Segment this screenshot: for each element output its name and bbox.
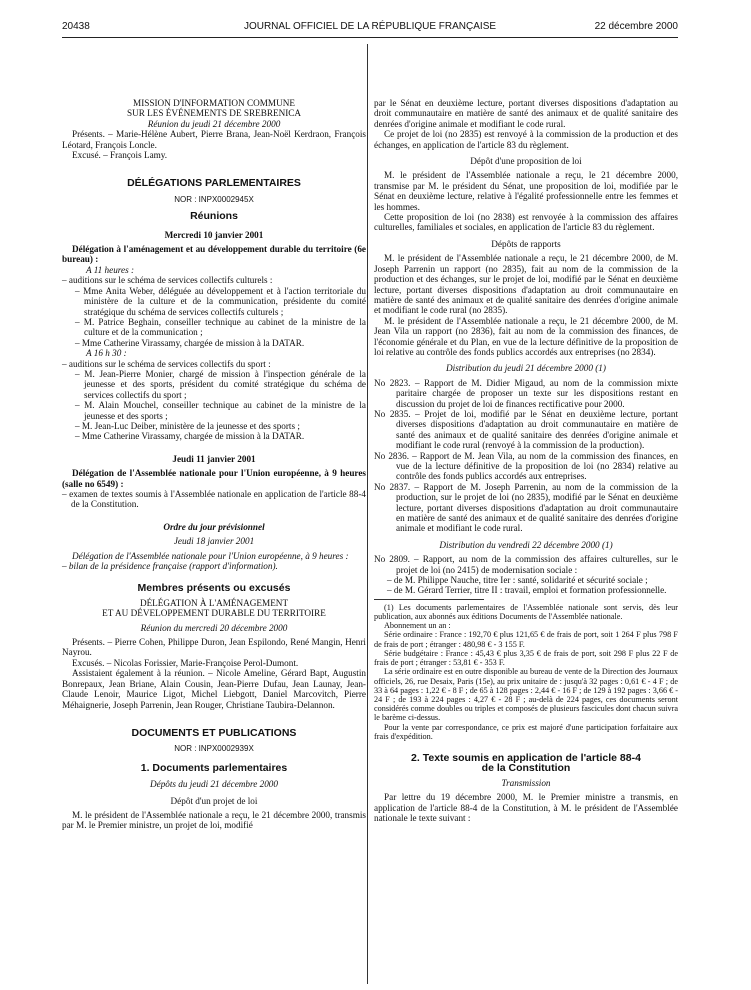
distribution-item: No 2837. – Rapport de M. Joseph Parrenin, au nom de la commission de la production, sur le projet de loi (no 2835), modifié par le Sénat en deuxième lecture, portant diverses dispositions d'adaptation au droit communautaire en matière de santé des animaux et de qualité sanitaire des denrées d'origine animale et modifiant le code rural. [374, 481, 678, 534]
page-number: 20438 [62, 21, 90, 32]
members-assistaient: Assistaient également à la réunion. – Nicole Ameline, Gérard Bapt, Augustin Bonrepaux, Jean Briane, Alain Cousin, Jean-Pierre Dufau, Jean Launay, Jean-Claude Lenoir, Maurice Ligot, Michel Liebgott, Daniel Marcovitch, Pierre Méhaignerie, Joseph Parrenin, Jean Rouger, Christiane Taubira-Delannon. [62, 668, 366, 710]
wed-at11: A 11 heures : [86, 264, 135, 275]
delegations-heading: DÉLÉGATIONS PARLEMENTAIRES [127, 177, 301, 190]
members-sub-2: ET AU DÉVELOPPEMENT DURABLE DU TERRITOIRE [102, 608, 326, 619]
footnote: (1) Les documents parlementaires de l'Assemblée nationale sont servis, dès leur publication, aux abonnés aux éditions Documents de l'Assemblée nationale. [374, 602, 678, 622]
list-item: – auditions sur le schéma de services collectifs du sport : [62, 358, 271, 369]
list-item: – de M. Gérard Terrier, titre II : travail, emploi et formation professionnelle. [387, 585, 667, 596]
mission-meeting-date: Réunion du jeudi 21 décembre 2000 [147, 118, 281, 129]
list-item: – de M. Philippe Nauche, titre Ier : santé, solidarité et sécurité sociale ; [387, 575, 648, 586]
footnote: Abonnement un an : [384, 621, 451, 631]
footnote-rule [374, 599, 484, 600]
delegations-nor: NOR : INPX0002945X [174, 194, 254, 204]
list-item: – auditions sur le schéma de services collectifs culturels : [62, 275, 273, 286]
list-item: – Mme Catherine Virassamy, chargée de mission à la DATAR. [75, 337, 305, 348]
transmission-heading: Transmission [501, 777, 551, 788]
wed-delegation: Délégation à l'aménagement et au développement durable du territoire (6e bureau) : [62, 244, 366, 265]
docs-subheading: 1. Documents parlementaires [140, 761, 288, 774]
docs-depot-heading: Dépôt d'un projet de loi [170, 795, 258, 806]
footnote: Série ordinaire : France : 192,70 € plus 121,65 € de frais de port, soit 1 264 F plus 798 F de frais de port ; étranger : 480,98 € - 3 155 F. [374, 630, 678, 649]
mission-excuse: Excusé. – François Lamy. [72, 150, 168, 161]
depot-proposition-renvoi: Cette proposition de loi (no 2838) est renvoyée à la commission des affaires culturelles, familiales et sociales, en application de l'article 83 du règlement. [374, 212, 678, 233]
journal-title: JOURNAL OFFICIEL DE LA RÉPUBLIQUE FRANÇAISE [243, 21, 497, 32]
depots-rapports-heading: Dépôts de rapports [491, 238, 561, 249]
reunions-heading: Réunions [190, 210, 238, 223]
distribution-jeudi-heading: Distribution du jeudi 21 décembre 2000 (1) [446, 363, 606, 374]
wed-heading: Mercredi 10 janvier 2001 [164, 229, 264, 240]
odj-date: Jeudi 18 janvier 2001 [173, 536, 255, 547]
issue-date: 22 décembre 2000 [594, 21, 678, 32]
docs-date: Dépôts du jeudi 21 décembre 2000 [149, 779, 278, 790]
continued-renvoi: Ce projet de loi (no 2835) est renvoyé à la commission de la production et des échanges, en application de l'article 83 du règlement. [374, 129, 678, 150]
list-item: – M. Jean-Pierre Monier, chargé de mission à l'inspection générale de la jeunesse et des sports, président du comité stratégique du schéma de services collectifs du sport ; [75, 368, 366, 400]
members-heading: Membres présents ou excusés [137, 582, 291, 595]
members-excuses: Excusés. – Nicolas Forissier, Marie-Françoise Perol-Dumont. [72, 657, 299, 668]
members-presents: Présents. – Pierre Cohen, Philippe Duron, Jean Espilondo, René Mangin, Henri Nayrou. [62, 637, 366, 658]
continued-text: par le Sénat en deuxième lecture, portant diverses dispositions d'adaptation au droit communautaire en matière de santé des animaux et de qualité sanitaire des denrées d'origine animale et modifiant le code rural. [374, 98, 678, 129]
distribution-item: No 2809. – Rapport, au nom de la commission des affaires culturelles, sur le projet de loi (no 2415) de modernisation sociale : [374, 554, 678, 575]
odj-heading: Ordre du jour prévisionnel [163, 521, 265, 532]
rapport-paragraph: M. le président de l'Assemblée nationale a reçu, le 21 décembre 2000, de M. Jean Vila un rapport (no 2836), fait au nom de la commission des finances, de l'économie générale et du Plan, en vue de la lecture définitive de la proposition de loi relative au contrôle des fonds publics accordés aux entreprises (no 2834). [374, 315, 678, 357]
right-column [374, 98, 678, 823]
rapport-paragraph: M. le président de l'Assemblée nationale a reçu, le 21 décembre 2000, de M. Joseph Parrenin un rapport (no 2835), fait au nom de la commission de la production et des échanges, sur le projet de loi, modifié par le Sénat en deuxième lecture, portant diverses dispositions d'adaptation au droit communautaire en matière de santé des animaux et de qualité sanitaire des denrées d'origine animale et modifiant le code rural (no 2835). [374, 253, 678, 316]
distribution-item: No 2836. – Rapport de M. Jean Vila, au nom de la commission des finances, en vue de la lecture définitive de la proposition de loi (no 2834) relative au contrôle des fonds publics accordés aux entreprises. [374, 450, 678, 482]
page-header [62, 22, 678, 36]
thu-delegation: Délégation de l'Assemblée nationale pour l'Union européenne, à 9 heures (salle no 6549) : [62, 468, 366, 489]
transmission-text: Par lettre du 19 décembre 2000, M. le Premier ministre a transmis, en application de l'article 88-4 de la Constitution, à M. le président de l'Assemblée nationale le texte suivant : [374, 792, 678, 823]
list-item: – M. Alain Mouchel, conseiller technique au cabinet de la ministre de la jeunesse et des sports ; [75, 400, 366, 421]
list-item: – Mme Anita Weber, déléguée au développement et à l'action territoriale du ministère de la culture et de la communication, présidente du comité stratégique du schéma de services collectifs culturels ; [75, 285, 366, 317]
wed-at16: A 16 h 30 : [86, 348, 127, 359]
list-item: – M. Patrice Beghain, conseiller technique au cabinet de la ministre de la culture et de la communication ; [75, 316, 366, 338]
distribution-vendredi-heading: Distribution du vendredi 22 décembre 2000 (1) [439, 539, 613, 550]
list-item: – bilan de la présidence française (rapport d'information). [62, 561, 278, 572]
docs-heading: DOCUMENTS ET PUBLICATIONS [131, 726, 297, 739]
depot-proposition-text: M. le président de l'Assemblée nationale a reçu, le 21 décembre 2000, transmise par M. le président du Sénat, une proposition de loi, modifiée par le Sénat en deuxième lecture, relative à l'égalité professionnelle entre les femmes et les hommes. [374, 170, 678, 212]
members-sub-1: DÉLÉGATION À L'AMÉNAGEMENT [139, 597, 289, 608]
header-rule [62, 37, 678, 38]
footnote: La série ordinaire est en outre disponible au bureau de vente de la Direction des Journaux officiels, 26, rue Desaix, Paris (15e), au prix unitaire de : jusqu'à 32 pages : 0,61 € - 4 F ; de 33 à 64 pages : 1,22 € - 8 F ; de 65 à 128 pages : 2,44 € - 16 F ; de 129 à 192 pages : 3,66 € - 24 F ; de 193 à 224 pages : 4,27 € - 28 F ; au-delà de 224 pages, ces documents seront considérés comme doubles ou triples et composés de plusieurs fascicules dont chacun suivra le barème ci-dessus. [374, 667, 678, 723]
odj-delegation: Délégation de l'Assemblée nationale pour l'Union européenne, à 9 heures : [72, 550, 349, 561]
texte-heading: 2. Texte soumis en application de l'article 88-4 [411, 751, 641, 764]
texte-heading-line2: de la Constitution [481, 762, 571, 775]
thu-heading: Jeudi 11 janvier 2001 [172, 453, 256, 464]
list-item: – Mme Catherine Virassamy, chargée de mission à la DATAR. [75, 431, 305, 442]
docs-nor: NOR : INPX0002939X [174, 744, 254, 754]
docs-text: M. le président de l'Assemblée nationale a reçu, le 21 décembre 2000, transmis par M. le Premier ministre, un projet de loi, modifié [62, 809, 366, 831]
column-divider [367, 44, 368, 984]
members-meeting-date: Réunion du mercredi 20 décembre 2000 [140, 622, 288, 633]
distribution-item: No 2835. – Projet de loi, modifié par le Sénat en deuxième lecture, portant diverses dispositions d'adaptation au droit communautaire en matière de santé des animaux et de qualité sanitaire des denrées d'origine animale et modifiant le code rural (renvoyé à la commission de la production). [374, 408, 678, 451]
footnote: Pour la vente par correspondance, ce prix est majoré d'une participation forfaitaire aux frais d'expédition. [374, 722, 678, 741]
mission-title-line2: SUR LES ÉVÉNEMENTS DE SREBRENICA [126, 108, 302, 119]
mission-title: MISSION D'INFORMATION COMMUNE [133, 98, 295, 108]
mission-presents: Présents. – Marie-Hélène Aubert, Pierre Brana, Jean-Noël Kerdraon, François Léotard, François Loncle. [62, 129, 366, 150]
depot-proposition-heading: Dépôt d'une proposition de loi [470, 156, 582, 167]
footnote: Série budgétaire : France : 45,43 € plus 3,35 € de frais de port, soit 298 F plus 22 F de frais de port ; étranger : 53,81 € - 353 F. [374, 648, 678, 668]
left-column [62, 98, 366, 831]
list-item: – examen de textes soumis à l'Assemblée nationale en application de l'article 88-4 de la Constitution. [62, 489, 366, 510]
list-item: – M. Jean-Luc Deiber, ministère de la jeunesse et des sports ; [75, 420, 300, 431]
distribution-item: No 2823. – Rapport de M. Didier Migaud, au nom de la commission mixte paritaire chargée de proposer un texte sur les dispositions restant en discussion du projet de loi de finances rectificative pour 2000. [374, 377, 678, 409]
